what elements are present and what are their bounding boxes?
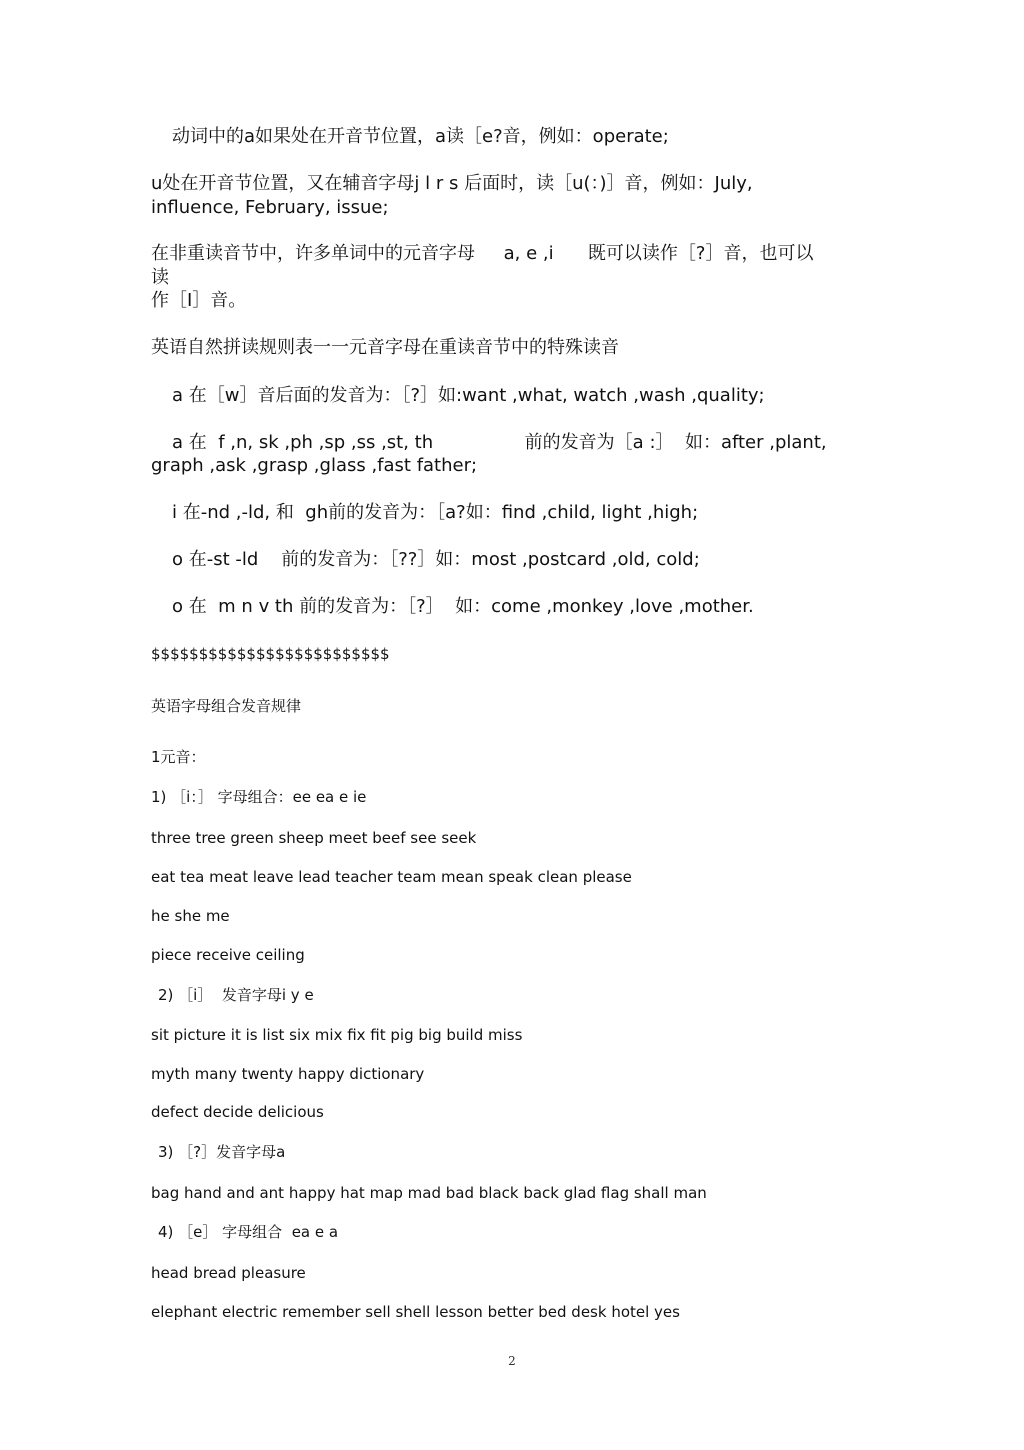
rule-o-before-mnv: o 在 m n v th 前的发音为：［?］ 如：come ,monkey ,love ,mother.	[172, 596, 754, 617]
rule-i-before-nd: i 在-nd ,-ld, 和 gh前的发音为：［a?如：find ,child, light ,high;	[172, 502, 699, 523]
example-line: head bread pleasure	[151, 1264, 306, 1282]
subheading-vowels: 1元音：	[151, 748, 206, 766]
paragraph-verb-a: 动词中的a如果处在开音节位置，a读［e?音，例如：operate;	[172, 126, 669, 147]
example-line: eat tea meat leave lead teacher team mean speak clean please	[151, 868, 632, 886]
example-line: elephant electric remember sell shell lesson better bed desk hotel yes	[151, 1303, 680, 1321]
paragraph-unstressed-line1: 在非重读音节中，许多单词中的元音字母 a, e ,i 既可以读作［?］音，也可以	[151, 243, 814, 264]
paragraph-unstressed-line2: 读	[151, 267, 169, 288]
heading-short-i: 2) ［i］ 发音字母i y e	[158, 986, 314, 1004]
example-line: he she me	[151, 907, 230, 925]
rule-a-before-f-line2: graph ,ask ,grasp ,glass ,fast father;	[151, 455, 478, 476]
heading-e: 4) ［e］ 字母组合 ea e a	[158, 1223, 339, 1241]
section-title-letter-combos: 英语字母组合发音规律	[151, 697, 302, 715]
example-line: three tree green sheep meet beef see seek	[151, 829, 477, 847]
rule-o-before-st: o 在-st -ld 前的发音为：［??］如：most ,postcard ,old, cold;	[172, 549, 700, 570]
example-line: defect decide delicious	[151, 1103, 324, 1121]
rule-a-before-f-line1: a 在 f ,n, sk ,ph ,sp ,ss ,st, th 前的发音为［a :］ 如：after ,plant,	[172, 432, 827, 453]
example-line: sit picture it is list six mix fix fit pig big build miss	[151, 1026, 523, 1044]
rule-a-after-w: a 在［w］音后面的发音为：［?］如:want ,what, watch ,wash ,quality;	[172, 385, 765, 406]
example-line: myth many twenty happy dictionary	[151, 1065, 425, 1083]
heading-ae: 3) ［?］发音字母a	[158, 1143, 286, 1161]
paragraph-unstressed-line3: 作［I］音。	[151, 290, 247, 311]
paragraph-u-line2: influence, February, issue;	[151, 197, 389, 218]
section-title-phonics: 英语自然拼读规则表一一元音字母在重读音节中的特殊读音	[151, 337, 619, 358]
paragraph-u-line1: u处在开音节位置，又在辅音字母j l r s 后面时，读［u(：)］音，例如：July,	[151, 173, 753, 194]
example-line: bag hand and ant happy hat map mad bad black back glad flag shall man	[151, 1184, 707, 1202]
example-line: piece receive ceiling	[151, 946, 305, 964]
heading-long-i: 1) ［i：］ 字母组合：ee ea e ie	[151, 788, 367, 806]
separator-line: $$$$$$$$$$$$$$$$$$$$$$$$$	[151, 645, 390, 663]
page-number: 2	[508, 1354, 516, 1368]
